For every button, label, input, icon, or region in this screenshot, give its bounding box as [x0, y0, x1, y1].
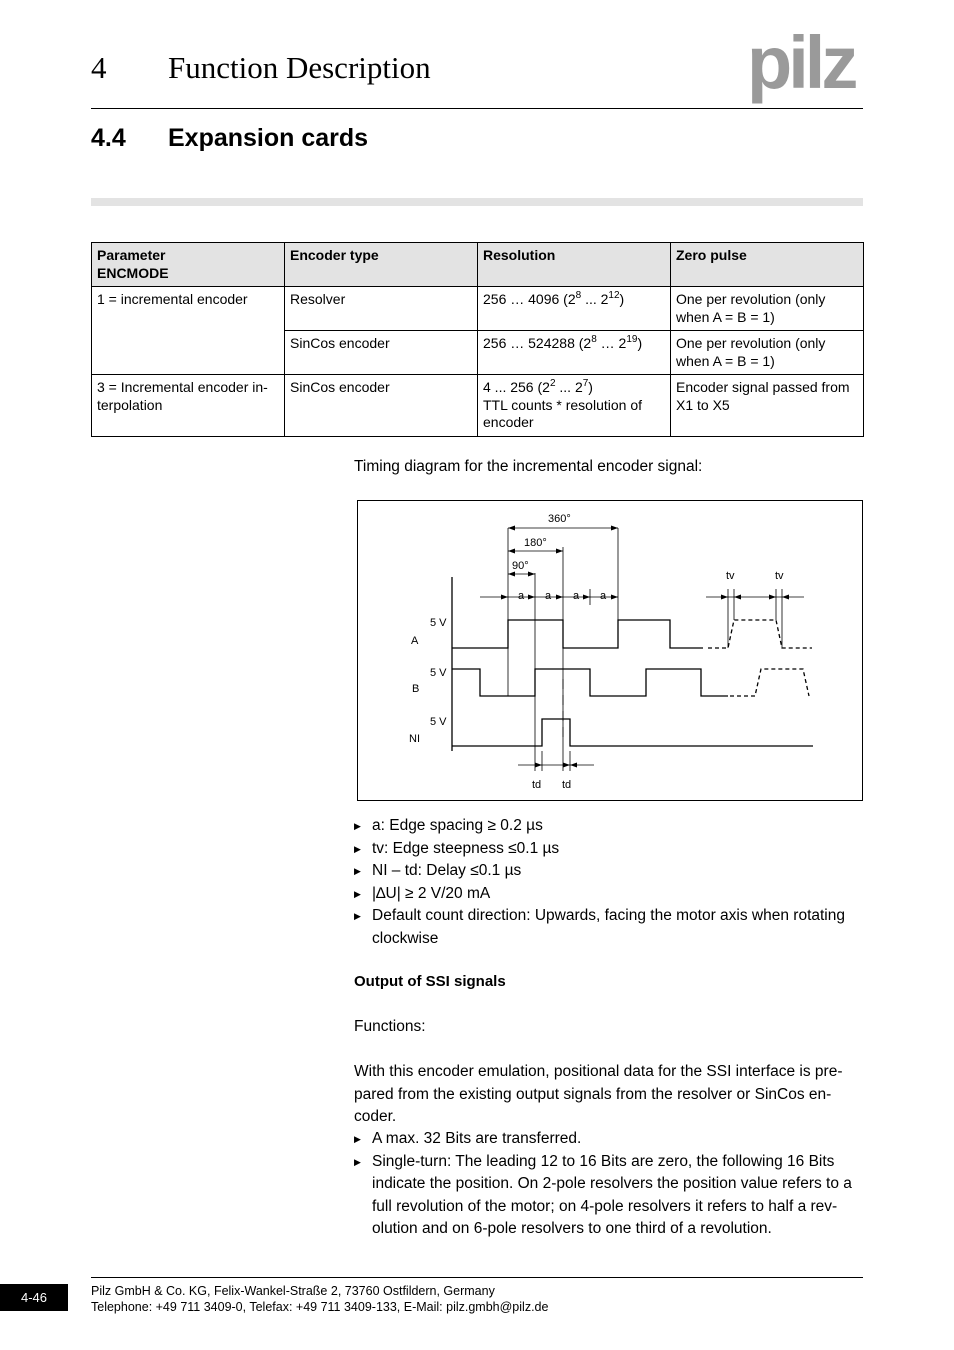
bullet-icon: ▶ [354, 888, 361, 899]
label-td: td [532, 779, 542, 791]
cell-type: SinCos encoder [285, 331, 478, 375]
chapter-number: 4 [91, 50, 107, 85]
arrow [563, 763, 570, 768]
cell-zero: Encoder signal passed from X1 to X5 [671, 375, 864, 437]
encmode-table [91, 242, 864, 437]
arrow [769, 595, 776, 600]
cell-type: Resolver [285, 287, 478, 331]
label-5v-ni: 5 V [430, 716, 447, 728]
header-parameter [92, 243, 285, 287]
footer-rule [91, 1277, 863, 1278]
label-a: a [600, 590, 607, 602]
page-number: 4-46 [0, 1284, 68, 1311]
label-tv: tv [775, 570, 784, 582]
signal-a-dashed [708, 620, 812, 648]
timing-intro: Timing diagram for the incremental encoder signal: [354, 458, 703, 475]
label-5v-a: 5 V [430, 617, 447, 629]
arrow [556, 595, 563, 600]
cell-resolution: 256 … 4096 ($2^8$ ... $2^{12}$) [478, 287, 671, 331]
list-item: ▶ |∆U| ≥ 2 V/20 mA [354, 883, 866, 906]
footer-address [91, 1283, 548, 1315]
cell-zero: One per revolution (only when A = B = 1) [671, 331, 864, 375]
label-a: a [573, 590, 580, 602]
header-parameter-line1: Parameter [97, 247, 166, 263]
bullet-icon: ▶ [354, 1156, 361, 1167]
arrow [535, 763, 542, 768]
arrow [528, 595, 535, 600]
signal-b-dashed [730, 669, 809, 696]
label-signal-ni: NI [409, 733, 420, 745]
arrow [583, 595, 590, 600]
table-header-row [92, 243, 864, 287]
ssi-paragraph: With this encoder emulation, positional data for the SSI interface is pre-pared from the existing output signals from the resolver or SinCos en-coder. [354, 1063, 843, 1125]
list-item: ▶ Single-turn: The leading 12 to 16 Bits are zero, the following 16 Bits indicate the position. On 2-pole resolvers the position value refers to a full revolution of the motor; on 4-pole resolvers it refers to half a rev-olution and on 6-pole resolvers to one third of a revolution. [354, 1152, 852, 1237]
label-signal-a: A [411, 635, 419, 647]
table-row [92, 287, 864, 331]
header-zero-pulse: Zero pulse [671, 243, 864, 287]
section-divider-bar [91, 198, 863, 206]
cell-type: SinCos encoder [285, 375, 478, 437]
timing-diagram-svg [358, 501, 864, 802]
header-encoder-type: Encoder type [285, 243, 478, 287]
label-td: td [562, 779, 572, 791]
arrow [501, 595, 508, 600]
list-item: ▶ A max. 32 Bits are transferred. [354, 1128, 866, 1151]
functions-label: Functions: [354, 1018, 426, 1035]
bullet-icon: ▶ [354, 843, 361, 854]
header-parameter-line2: ENCMODE [97, 264, 169, 281]
label-360: 360° [548, 513, 571, 525]
header-resolution: Resolution [478, 243, 671, 287]
ssi-list [354, 1128, 866, 1241]
bullet-icon: ▶ [354, 911, 361, 921]
header-rule [91, 108, 863, 109]
label-tv: tv [726, 570, 735, 582]
arrow [556, 549, 563, 554]
pilz-logo: pilz [747, 21, 855, 104]
bullet-icon: ▶ [354, 866, 361, 876]
label-180: 180° [524, 537, 547, 549]
arrow [508, 549, 515, 554]
cell-zero: One per revolution (only when A = B = 1) [671, 287, 864, 331]
arrow [508, 526, 515, 531]
signal-ni-trace [452, 719, 813, 746]
label-5v-b: 5 V [430, 667, 447, 679]
arrow [721, 595, 728, 600]
timing-diagram [357, 500, 863, 801]
arrow [611, 526, 618, 531]
cell-resolution: 256 … 524288 ($2^8$ … $2^{19}$) [478, 331, 671, 375]
spec-list [354, 815, 866, 950]
cell-resolution: 4 ... 256 ($2^2$ ... $2^7$) TTL counts * resolution of encoder [478, 375, 671, 437]
cell-param: 3 = Incremental encoder in-terpolation [92, 375, 285, 437]
list-item: ▶ tv: Edge steepness ≤0.1 µs [354, 838, 866, 861]
label-a: a [545, 590, 552, 602]
cell-param: 1 = incremental encoder [92, 287, 285, 375]
label-signal-b: B [412, 683, 420, 695]
arrow [508, 572, 515, 577]
arrow [782, 595, 789, 600]
signal-a-trace [452, 620, 703, 648]
arrow [734, 595, 741, 600]
section-title: Expansion cards [168, 124, 369, 152]
list-item: ▶ Default count direction: Upwards, facing the motor axis when rotating clockwise [354, 907, 845, 947]
list-item: ▶ a: Edge spacing ≥ 0.2 µs [354, 815, 866, 838]
chapter-title: Function Description [168, 50, 431, 85]
section-number: 4.4 [91, 124, 126, 152]
label-a: a [518, 590, 525, 602]
list-item: ▶ NI – td: Delay ≤0.1 µs [354, 860, 866, 883]
arrow [570, 763, 577, 768]
table-row [92, 375, 864, 437]
ssi-heading: Output of SSI signals [354, 973, 506, 990]
label-90: 90° [512, 560, 529, 572]
footer-line1: Pilz GmbH & Co. KG, Felix-Wankel-Straße 2, 73760 Ostfildern, Germany [91, 1284, 495, 1298]
bullet-icon: ▶ [354, 1134, 361, 1144]
bullet-icon: ▶ [354, 821, 361, 831]
arrow [611, 595, 618, 600]
arrow [528, 572, 535, 577]
footer-line2: Telephone: +49 711 3409-0, Telefax: +49 711 3409-133, E-Mail: pilz.gmbh@pilz.de [91, 1300, 549, 1314]
signal-b-trace [452, 669, 728, 696]
